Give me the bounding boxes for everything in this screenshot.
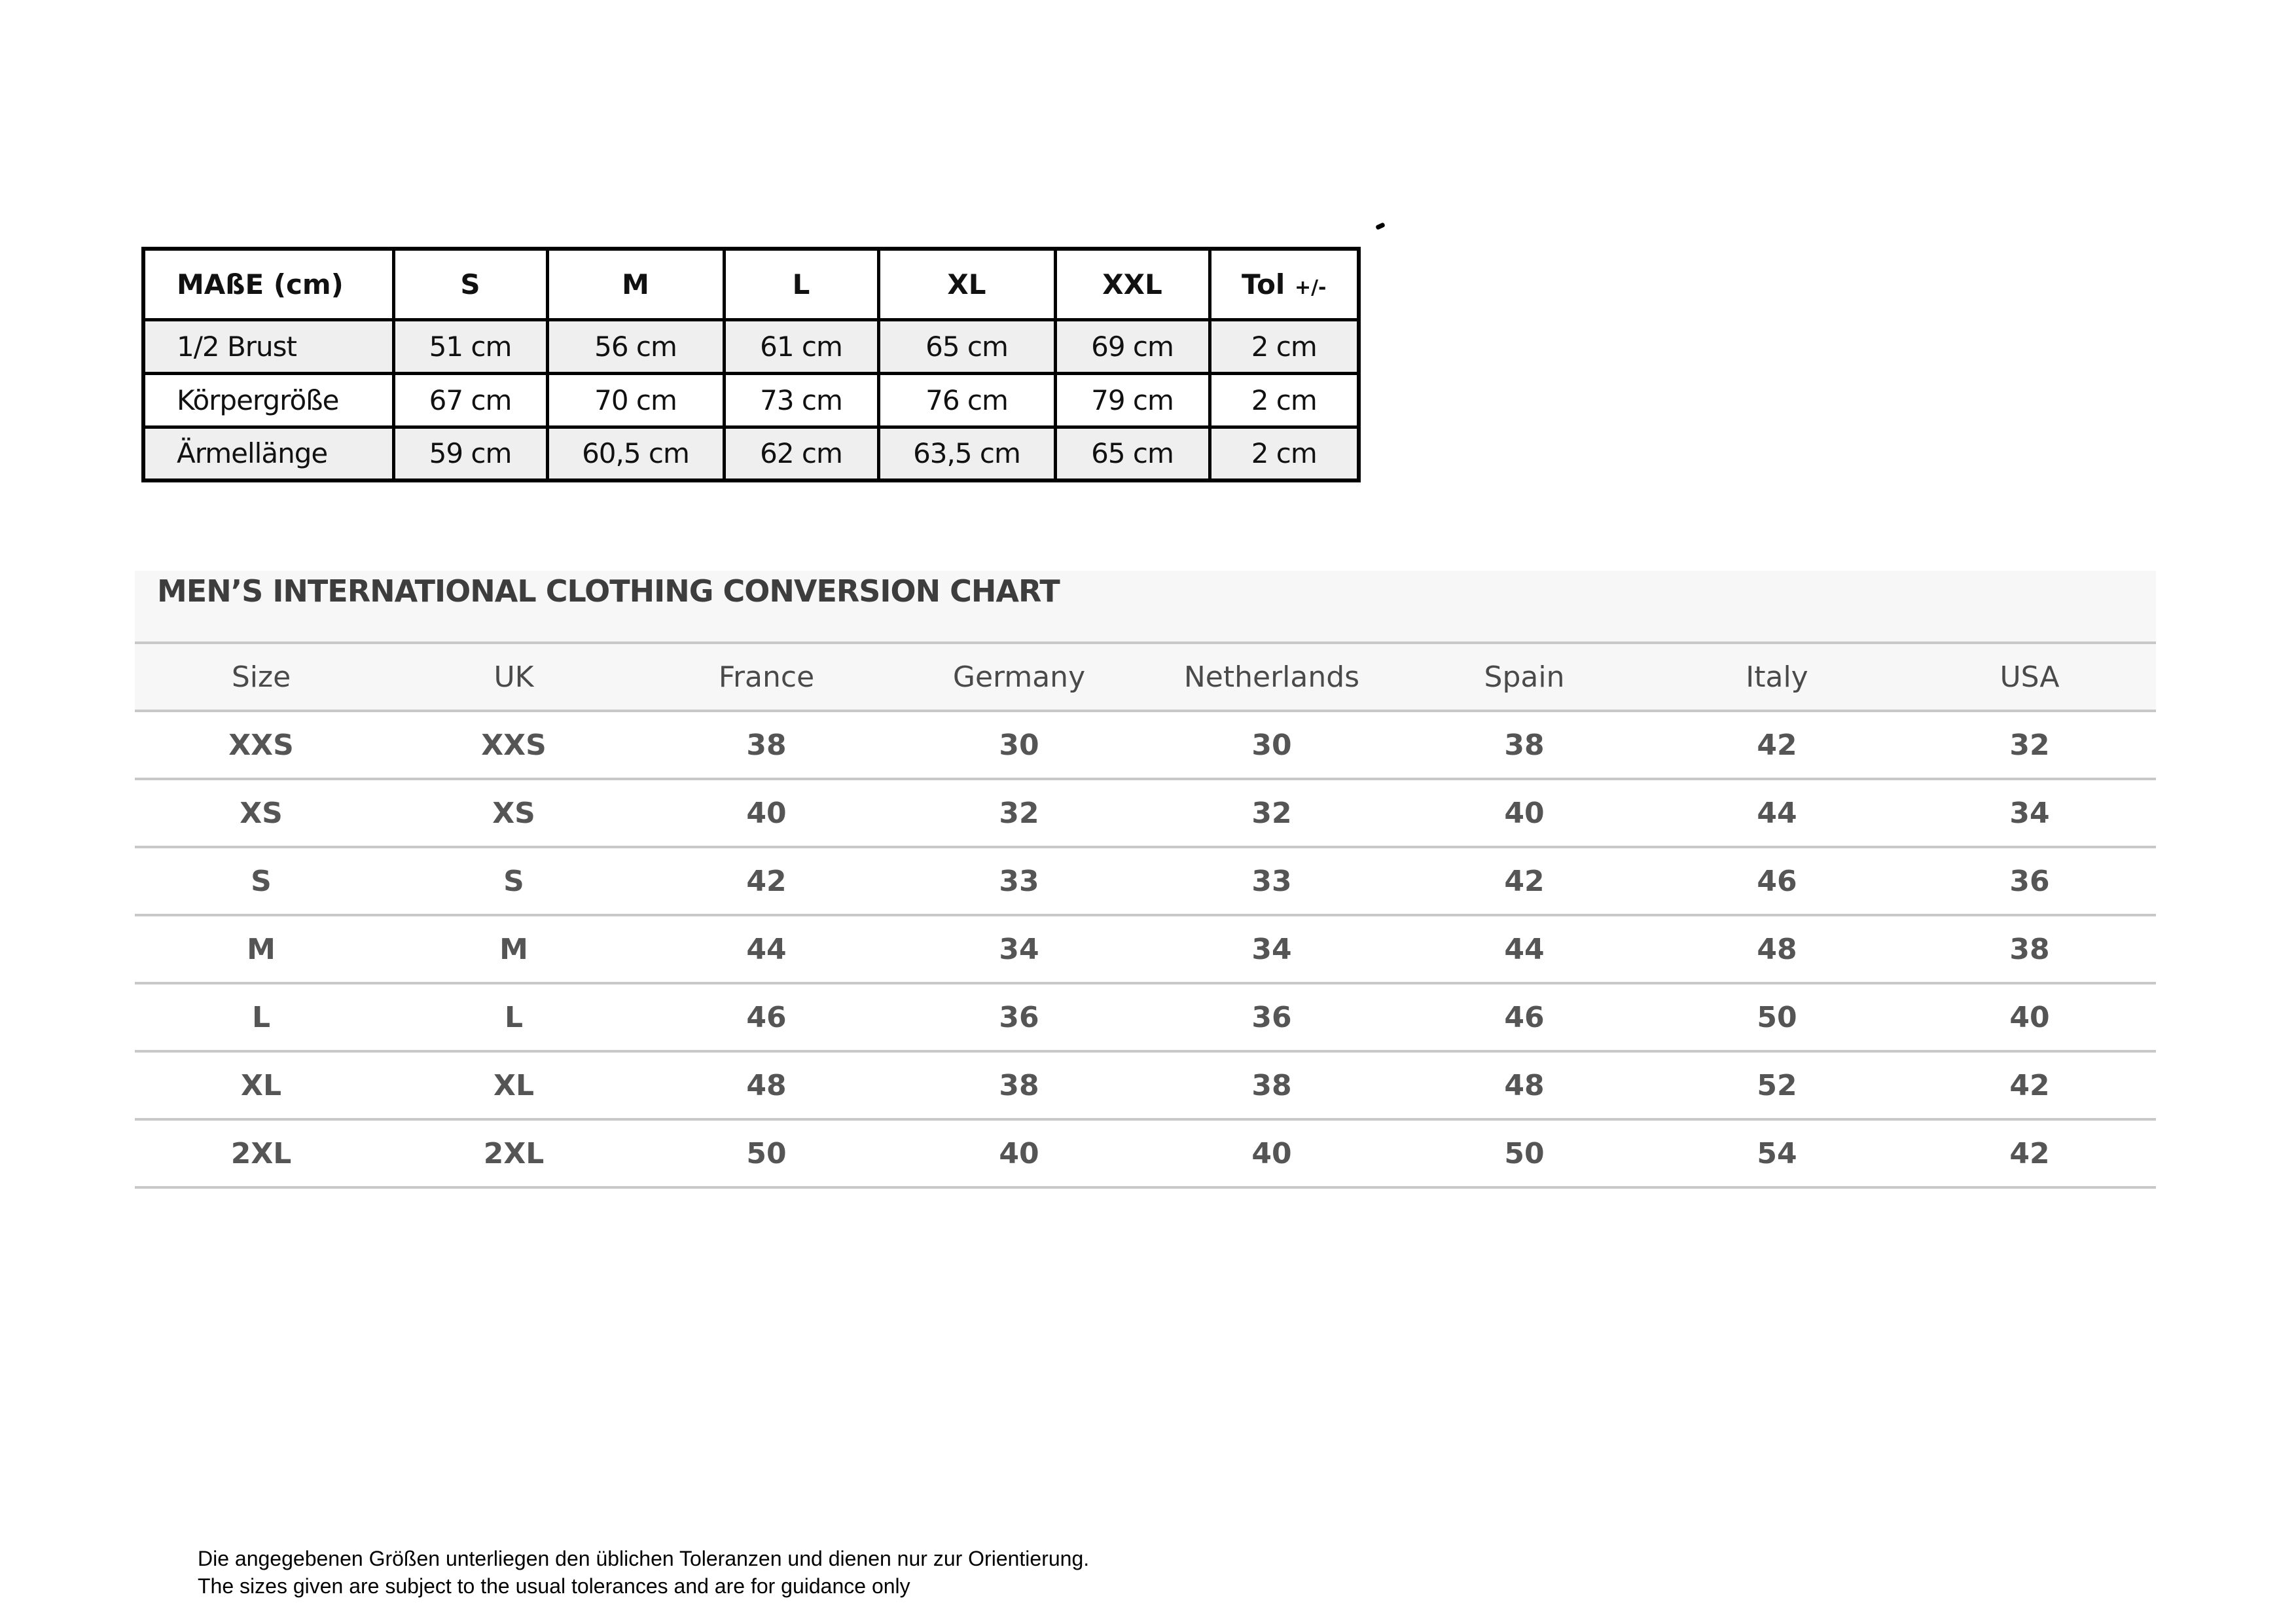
tolerance-label: Tol (1242, 268, 1285, 300)
size-table-cell-label: Körpergröße (143, 373, 393, 427)
table-cell: 34 (893, 915, 1145, 983)
conversion-table-header-row (135, 643, 2156, 711)
conversion-header-netherlands: Netherlands (1145, 643, 1398, 711)
table-cell: 40 (1398, 779, 1651, 847)
size-table-header-measure: MAßE (cm) (143, 249, 393, 319)
table-cell: XS (387, 779, 640, 847)
size-table-cell: 73 cm (724, 373, 878, 427)
size-table-row (143, 427, 1359, 480)
table-cell: XXS (387, 711, 640, 779)
size-table-header-l: L (724, 249, 878, 319)
conversion-header-italy: Italy (1651, 643, 1903, 711)
table-cell: 42 (640, 847, 893, 915)
table-cell: 2XL (387, 1119, 640, 1187)
table-cell: 34 (1145, 915, 1398, 983)
table-cell: 42 (1651, 711, 1903, 779)
table-cell: 50 (1651, 983, 1903, 1051)
size-table-cell: 67 cm (393, 373, 547, 427)
table-cell: 48 (640, 1051, 893, 1119)
conversion-header-spain: Spain (1398, 643, 1651, 711)
table-cell: 50 (640, 1119, 893, 1187)
size-table-cell: 61 cm (724, 319, 878, 373)
table-cell: 40 (1903, 983, 2156, 1051)
conversion-chart (135, 571, 2156, 1189)
table-cell: 32 (1145, 779, 1398, 847)
conversion-header-usa: USA (1903, 643, 2156, 711)
table-cell: 33 (1145, 847, 1398, 915)
table-cell: XS (135, 779, 387, 847)
table-cell: 52 (1651, 1051, 1903, 1119)
size-table-cell: 63,5 cm (878, 427, 1055, 480)
table-cell: 40 (893, 1119, 1145, 1187)
table-row (135, 983, 2156, 1051)
table-row (135, 779, 2156, 847)
conversion-header-germany: Germany (893, 643, 1145, 711)
table-cell: 32 (1903, 711, 2156, 779)
size-table-cell: 65 cm (878, 319, 1055, 373)
table-cell: 48 (1651, 915, 1903, 983)
table-cell: 36 (893, 983, 1145, 1051)
table-cell: 36 (1903, 847, 2156, 915)
table-cell: 40 (640, 779, 893, 847)
table-row (135, 711, 2156, 779)
size-table-cell: 2 cm (1210, 373, 1359, 427)
size-table-cell: 65 cm (1055, 427, 1210, 480)
conversion-chart-title-bar (135, 571, 2156, 641)
size-measurement-table (141, 247, 1361, 482)
table-cell: L (387, 983, 640, 1051)
table-cell: M (387, 915, 640, 983)
table-cell: 44 (1398, 915, 1651, 983)
table-cell: 38 (893, 1051, 1145, 1119)
size-table-cell: 56 cm (547, 319, 724, 373)
table-cell: 44 (640, 915, 893, 983)
size-table-cell: 70 cm (547, 373, 724, 427)
stray-tick-mark (1375, 222, 1386, 230)
conversion-header-uk: UK (387, 643, 640, 711)
footnote-german: Die angegebenen Größen unterliegen den üblichen Toleranzen und dienen nur zur Orientierung. (198, 1547, 1090, 1570)
size-table-cell: 69 cm (1055, 319, 1210, 373)
table-cell: 40 (1145, 1119, 1398, 1187)
table-cell: 50 (1398, 1119, 1651, 1187)
size-table-cell: 59 cm (393, 427, 547, 480)
size-table-cell: 2 cm (1210, 319, 1359, 373)
table-cell: 2XL (135, 1119, 387, 1187)
table-cell: 48 (1398, 1051, 1651, 1119)
table-cell: 34 (1903, 779, 2156, 847)
size-table-header-row (143, 249, 1359, 319)
size-table-header-xl: XL (878, 249, 1055, 319)
table-cell: 46 (640, 983, 893, 1051)
conversion-chart-title: MEN’S INTERNATIONAL CLOTHING CONVERSION CHART (157, 573, 1060, 609)
size-table-row (143, 373, 1359, 427)
table-cell: 30 (1145, 711, 1398, 779)
table-cell: 42 (1398, 847, 1651, 915)
size-table-cell-label: 1/2 Brust (143, 319, 393, 373)
size-table-cell: 62 cm (724, 427, 878, 480)
table-cell: L (135, 983, 387, 1051)
table-row (135, 915, 2156, 983)
size-table-cell: 79 cm (1055, 373, 1210, 427)
table-row (135, 847, 2156, 915)
table-cell: S (135, 847, 387, 915)
table-row (135, 1051, 2156, 1119)
table-cell: 44 (1651, 779, 1903, 847)
footnote-english: The sizes given are subject to the usual tolerances and are for guidance only (198, 1574, 910, 1598)
table-cell: XL (135, 1051, 387, 1119)
table-cell: 54 (1651, 1119, 1903, 1187)
size-table-header-m: M (547, 249, 724, 319)
size-table-header-tolerance (1210, 249, 1359, 319)
size-table-cell-label: Ärmellänge (143, 427, 393, 480)
table-cell: 46 (1651, 847, 1903, 915)
size-table-cell: 76 cm (878, 373, 1055, 427)
size-table-header-xxl: XXL (1055, 249, 1210, 319)
conversion-table (135, 641, 2156, 1189)
table-cell: XL (387, 1051, 640, 1119)
conversion-header-france: France (640, 643, 893, 711)
table-cell: 36 (1145, 983, 1398, 1051)
table-cell: 38 (1398, 711, 1651, 779)
table-cell: 38 (1903, 915, 2156, 983)
table-cell: M (135, 915, 387, 983)
footnote (198, 1545, 1089, 1600)
table-cell: 33 (893, 847, 1145, 915)
table-cell: 38 (640, 711, 893, 779)
size-table-row (143, 319, 1359, 373)
tolerance-suffix: +/- (1294, 276, 1327, 299)
size-table-cell: 51 cm (393, 319, 547, 373)
conversion-header-size: Size (135, 643, 387, 711)
size-table-header-s: S (393, 249, 547, 319)
table-row (135, 1119, 2156, 1187)
table-cell: 38 (1145, 1051, 1398, 1119)
table-cell: 42 (1903, 1119, 2156, 1187)
table-cell: 42 (1903, 1051, 2156, 1119)
table-cell: 30 (893, 711, 1145, 779)
table-cell: XXS (135, 711, 387, 779)
table-cell: S (387, 847, 640, 915)
size-table-cell: 60,5 cm (547, 427, 724, 480)
size-table-cell: 2 cm (1210, 427, 1359, 480)
table-cell: 46 (1398, 983, 1651, 1051)
table-cell: 32 (893, 779, 1145, 847)
